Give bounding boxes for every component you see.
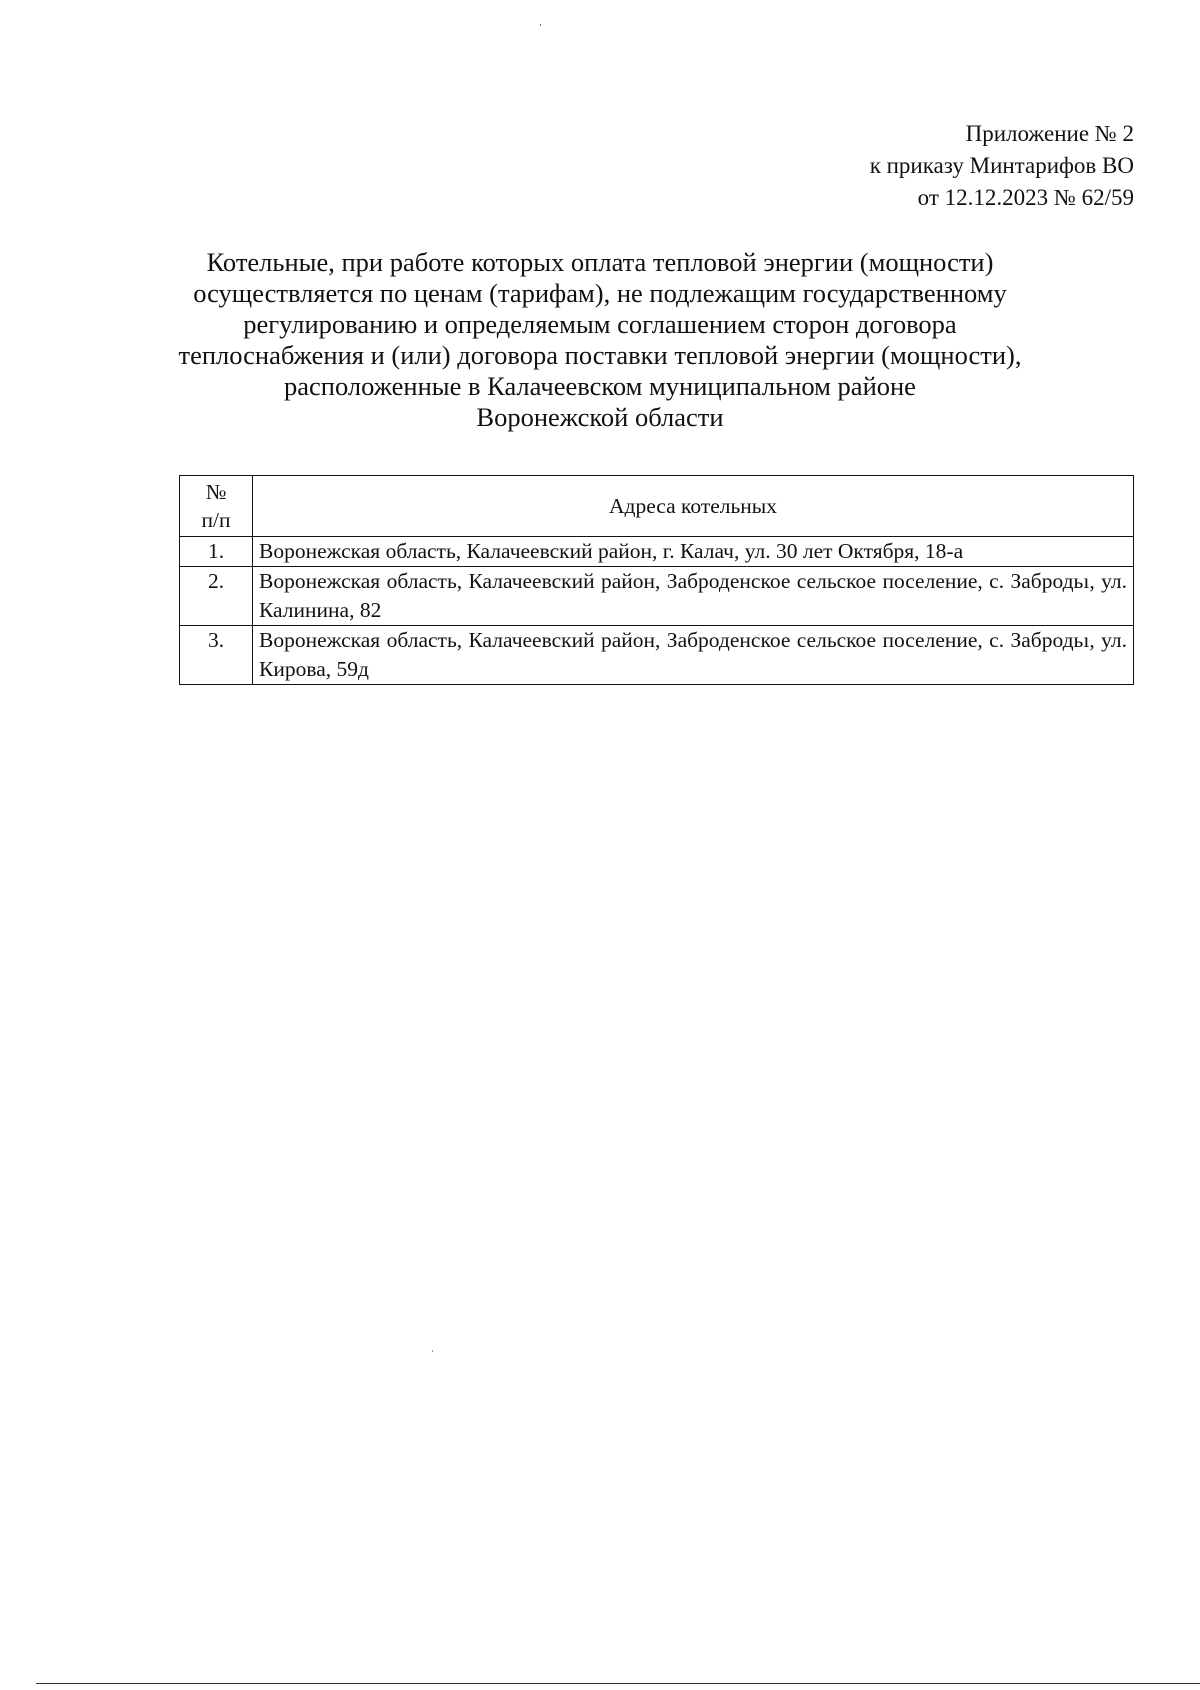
title-line: Котельные, при работе которых оплата тепловой энергии (мощности) (206, 247, 994, 277)
title-line: регулированию и определяемым соглашением сторон договора (243, 309, 957, 339)
row-address: Воронежская область, Калачеевский район, Заброденское сельское поселение, с. Забродьı, ул. Калинина, 82 (253, 567, 1134, 626)
title-line: расположенные в Калачеевском муниципальном районе (284, 371, 916, 401)
table-header-row (180, 476, 1134, 537)
appendix-order-ref: к приказу Минтарифов ВО (869, 153, 1134, 178)
row-number: 1. (180, 537, 253, 567)
scan-speck (540, 24, 541, 26)
header-address: Адреса котельных (253, 476, 1134, 537)
title-line: теплоснабжения и (или) договора поставки тепловой энергии (мощности), (178, 340, 1022, 370)
header-number-symbol: № (205, 480, 227, 504)
scan-speck (432, 1350, 433, 1352)
header-number-abbrev: п/п (201, 508, 231, 532)
appendix-header (870, 118, 1134, 214)
document-title (150, 247, 1050, 433)
row-number: 3. (180, 626, 253, 685)
header-number (180, 476, 253, 537)
title-line: Воронежской области (476, 402, 724, 432)
boiler-addresses-table (179, 475, 1134, 685)
page-bottom-rule (36, 1683, 1200, 1684)
row-number: 2. (180, 567, 253, 626)
row-address: Воронежская область, Калачеевский район, Заброденское сельское поселение, с. Забродьı, ул. Кирова, 59д (253, 626, 1134, 685)
table-row (180, 567, 1134, 626)
appendix-order-date: от 12.12.2023 № 62/59 (917, 185, 1134, 210)
row-address: Воронежская область, Калачеевский район, г. Калач, ул. 30 лет Октября, 18-а (253, 537, 1134, 567)
table-row (180, 537, 1134, 567)
appendix-number: Приложение № 2 (965, 121, 1134, 146)
title-line: осуществляется по ценам (тарифам), не подлежащим государственному (193, 278, 1007, 308)
table-row (180, 626, 1134, 685)
